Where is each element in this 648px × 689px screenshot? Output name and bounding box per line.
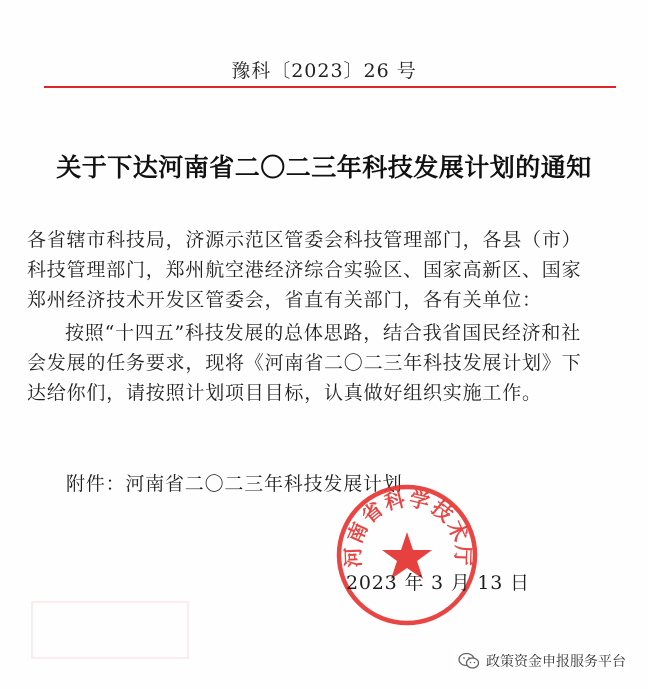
wechat-icon [458, 652, 480, 670]
platform-watermark [454, 649, 630, 673]
addressee-line: 各省辖市科技局，济源示范区管委会科技管理部门，各县（市） [27, 229, 582, 251]
document-title: 关于下达河南省二〇二三年科技发展计划的通知 [56, 153, 592, 182]
watermark-label: 政策资金申报服务平台 [486, 654, 626, 670]
svg-text:河南省科学技术厅: 河南省科学技术厅 [340, 486, 476, 568]
attachment-line: 附件：河南省二〇二三年科技发展计划 [66, 473, 403, 495]
red-divider-rule [44, 86, 616, 88]
body-paragraph [27, 318, 623, 408]
addressee-line: 郑州经济技术开发区管委会，省直有关部门，各有关单位： [27, 289, 542, 311]
addressee-line: 科技管理部门，郑州航空港经济综合实验区、国家高新区、国家 [27, 259, 582, 281]
paragraph-line: 达给你们，请按照计划项目目标，认真做好组织实施工作。 [27, 382, 542, 404]
faint-background-stamp [30, 600, 190, 660]
official-seal-icon [332, 480, 482, 630]
addressee-block [27, 225, 623, 315]
paragraph-line: 按照“十四五”科技发展的总体思路，结合我省国民经济和社 [65, 322, 582, 344]
document-number: 豫科〔2023〕26 号 [231, 60, 417, 82]
paragraph-line: 会发展的任务要求，现将《河南省二〇二三年科技发展计划》下 [27, 352, 582, 374]
issue-date: 2023 年 3 月 13 日 [346, 572, 530, 594]
